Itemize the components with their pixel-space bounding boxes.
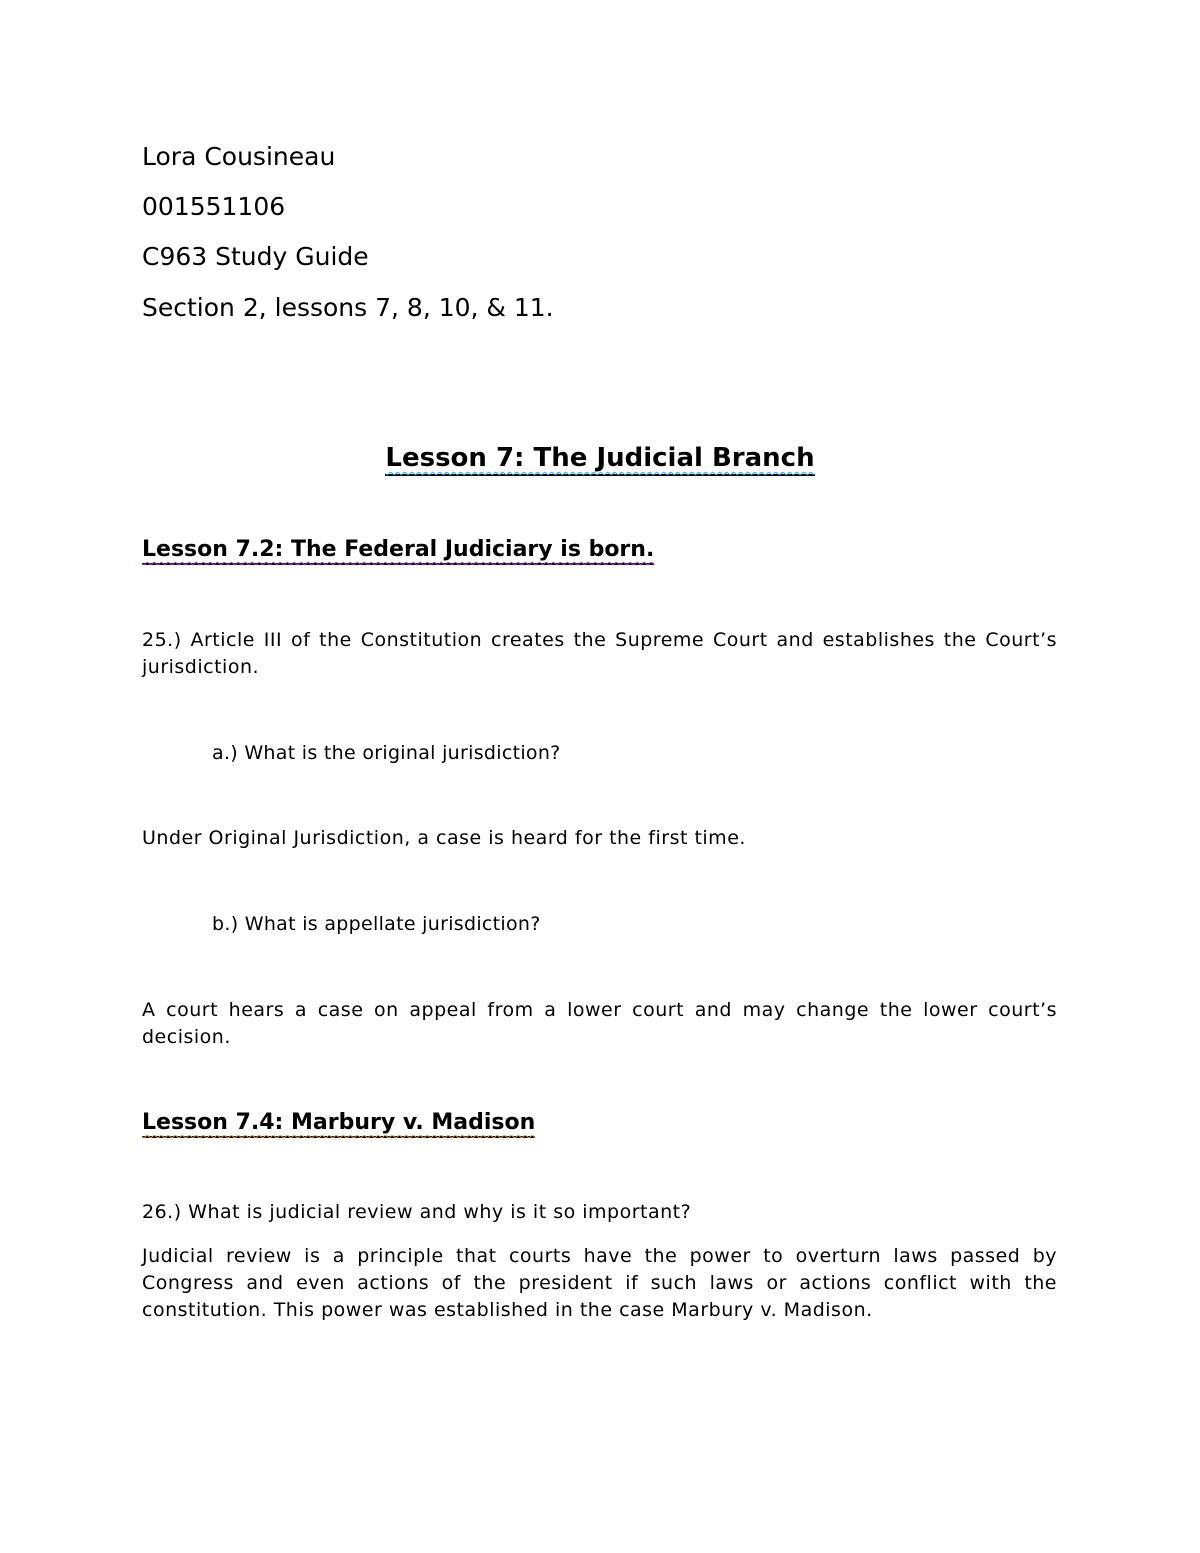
question-25-b: b.) What is appellate jurisdiction? xyxy=(212,913,541,935)
answer-25-a: Under Original Jurisdiction, a case is heard for the first time. xyxy=(142,827,746,849)
lesson-7-2-heading xyxy=(142,535,654,565)
question-25: 25.) Article III of the Constitution creates the Supreme Court and establishes the Court’s jurisdiction. xyxy=(142,629,1057,678)
course-title: C963 Study Guide xyxy=(142,242,369,271)
lesson-7-title-text: Lesson 7: The Judicial Branch xyxy=(385,443,814,476)
lesson-7-title xyxy=(0,441,1200,475)
lesson-7-2-heading-text: Lesson 7.2: The Federal Judiciary is born. xyxy=(142,537,654,565)
author-name: Lora Cousineau xyxy=(142,142,336,171)
question-25-a: a.) What is the original jurisdiction? xyxy=(212,742,561,764)
answer-25-b: A court hears a case on appeal from a lower court and may change the lower court’s decision. xyxy=(142,999,1057,1048)
question-26: 26.) What is judicial review and why is it so important? xyxy=(142,1201,692,1223)
student-id: 001551106 xyxy=(142,192,286,221)
lesson-7-4-heading xyxy=(142,1108,535,1138)
lesson-7-4-heading-text: Lesson 7.4: Marbury v. Madison xyxy=(142,1110,535,1138)
section-info: Section 2, lessons 7, 8, 10, & 11. xyxy=(142,293,554,322)
answer-26: Judicial review is a principle that courts have the power to overturn laws passed by Congress and even actions of the president if such laws or actions conflict with the constitution. This power was established in the case Marbury v. Madison. xyxy=(142,1245,1057,1321)
